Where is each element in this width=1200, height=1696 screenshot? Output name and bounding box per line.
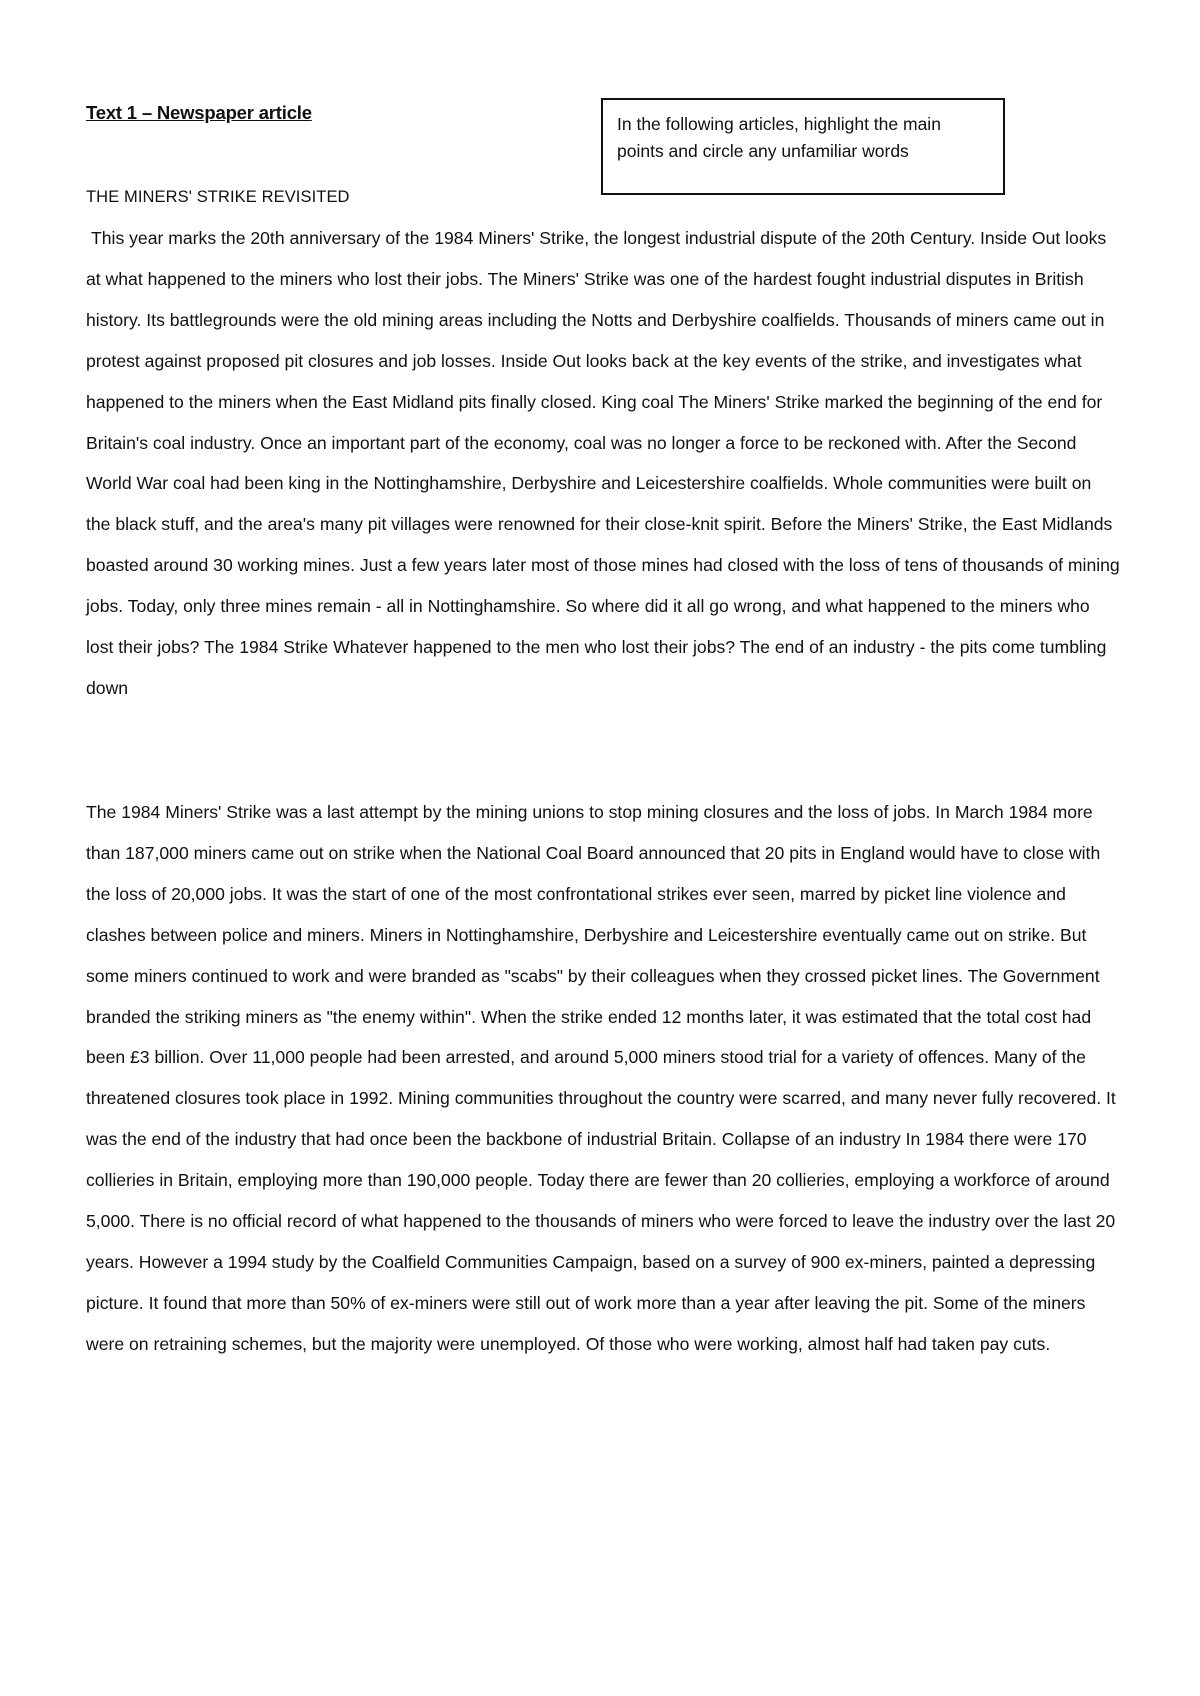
instruction-text: In the following articles, highlight the main points and circle any unfamiliar words — [617, 114, 941, 161]
instruction-box — [601, 98, 1005, 195]
article-heading: THE MINERS' STRIKE REVISITED — [86, 188, 350, 206]
article-paragraph-1: This year marks the 20th anniversary of the 1984 Miners' Strike, the longest industrial dispute of the 20th Century. Inside Out looks at what happened to the miners who lost their jobs. The Miners' Strike was one of the hardest fought industrial disputes in British history. Its battlegrounds were the old mining areas including the Notts and Derbyshire coalfields. Thousands of miners came out in protest against proposed pit closures and job losses. Inside Out looks back at the key events of the strike, and investigates what happened to the miners when the East Midland pits finally closed. King coal The Miners' Strike marked the beginning of the end for Britain's coal industry. Once an important part of the economy, coal was no longer a force to be reckoned with. After the Second World War coal had been king in the Nottinghamshire, Derbyshire and Leicestershire coalfields. Whole communities were built on the black stuff, and the area's many pit villages were renowned for their close-knit spirit. Before the Miners' Strike, the East Midlands boasted around 30 working mines. Just a few years later most of those mines had closed with the loss of tens of thousands of mining jobs. Today, only three mines remain - all in Nottinghamshire. So where did it all go wrong, and what happened to the miners who lost their jobs? The 1984 Strike Whatever happened to the men who lost their jobs? The end of an industry - the pits come tumbling down — [86, 228, 1120, 698]
article-paragraph-2: The 1984 Miners' Strike was a last attempt by the mining unions to stop mining closures and the loss of jobs. In March 1984 more than 187,000 miners came out on strike when the National Coal Board announced that 20 pits in England would have to close with the loss of 20,000 jobs. It was the start of one of the most confrontational strikes ever seen, marred by picket line violence and clashes between police and miners. Miners in Nottinghamshire, Derbyshire and Leicestershire eventually came out on strike. But some miners continued to work and were branded as "scabs" by their colleagues when they crossed picket lines. The Government branded the striking miners as "the enemy within". When the strike ended 12 months later, it was estimated that the total cost had been £3 billion. Over 11,000 people had been arrested, and around 5,000 miners stood trial for a variety of offences. Many of the threatened closures took place in 1992. Mining communities throughout the country were scarred, and many never fully recovered. It was the end of the industry that had once been the backbone of industrial Britain. Collapse of an industry In 1984 there were 170 collieries in Britain, employing more than 190,000 people. Today there are fewer than 20 collieries, employing a workforce of around 5,000. There is no official record of what happened to the thousands of miners who were forced to leave the industry over the last 20 years. However a 1994 study by the Coalfield Communities Campaign, based on a survey of 900 ex-miners, painted a depressing picture. It found that more than 50% of ex-miners were still out of work more than a year after leaving the pit. Some of the miners were on retraining schemes, but the majority were unemployed. Of those who were working, almost half had taken pay cuts. — [86, 802, 1116, 1354]
document-title: Text 1 – Newspaper article — [86, 102, 312, 123]
